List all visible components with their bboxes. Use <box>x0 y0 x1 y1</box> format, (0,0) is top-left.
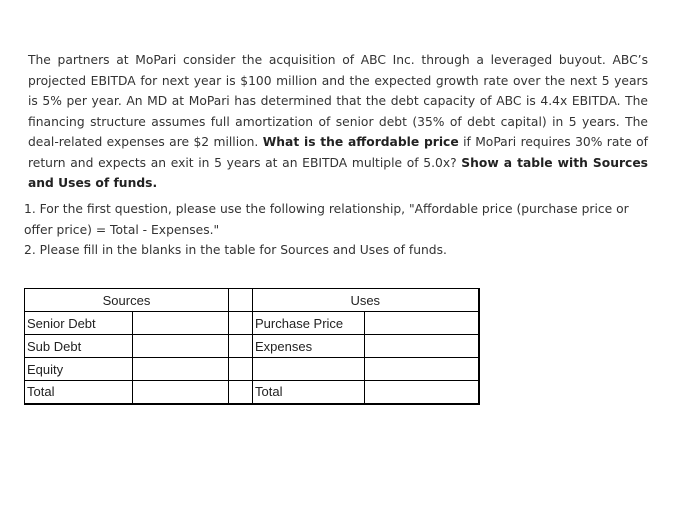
source-label: Total <box>25 381 133 404</box>
source-value-cell[interactable] <box>133 335 229 358</box>
instruction-1: 1. For the first question, please use the following relationship, "Affordable price (purchase price or offer price) = Total - Expenses." <box>24 202 629 237</box>
source-value-cell[interactable] <box>133 312 229 335</box>
table-header-row <box>25 289 479 312</box>
source-value-cell[interactable] <box>133 381 229 404</box>
source-value-cell[interactable] <box>133 358 229 381</box>
spacer-cell <box>229 358 253 381</box>
use-label: Purchase Price <box>253 312 365 335</box>
table-row <box>25 335 479 358</box>
spacer-cell <box>229 312 253 335</box>
use-value-cell[interactable] <box>365 358 479 381</box>
use-value-cell[interactable] <box>365 312 479 335</box>
problem-text-1: The partners at MoPari consider the acquisition of ABC Inc. through a leveraged buyout. ABC’s projected EBITDA for next year is $100 million and the expected growth rate over the next 5 years is 5% per year. An MD at MoPari has determined that the debt capacity of ABC is 4.4x EBITDA. The financing structure assumes full amortization of senior debt (35% of debt capital) in 5 years. The deal-related expenses are $2 million. <box>28 53 648 149</box>
spacer-cell <box>229 335 253 358</box>
use-value-cell[interactable] <box>365 335 479 358</box>
spacer-cell <box>229 289 253 312</box>
source-label: Senior Debt <box>25 312 133 335</box>
use-label: Expenses <box>253 335 365 358</box>
sources-header: Sources <box>25 289 229 312</box>
sources-uses-table <box>24 288 480 405</box>
source-label: Sub Debt <box>25 335 133 358</box>
instruction-2: 2. Please fill in the blanks in the table for Sources and Uses of funds. <box>24 243 447 257</box>
table-row <box>25 312 479 335</box>
problem-text-2: if MoPari requires 30% rate of return and expects an exit in 5 years at an EBITDA multiple of 5.0x? <box>28 135 648 170</box>
question-affordable-price: What is the affordable price <box>262 135 459 149</box>
question-sources-uses: Show a table with Sources and Uses of funds. <box>28 155 648 190</box>
use-value-cell[interactable] <box>365 381 479 404</box>
table-row <box>25 358 479 381</box>
table-row <box>25 381 479 404</box>
instructions <box>24 199 654 261</box>
source-label: Equity <box>25 358 133 381</box>
spacer-cell <box>229 381 253 404</box>
problem-statement <box>28 50 648 194</box>
uses-header: Uses <box>253 289 479 312</box>
use-label <box>253 358 365 381</box>
use-label: Total <box>253 381 365 404</box>
